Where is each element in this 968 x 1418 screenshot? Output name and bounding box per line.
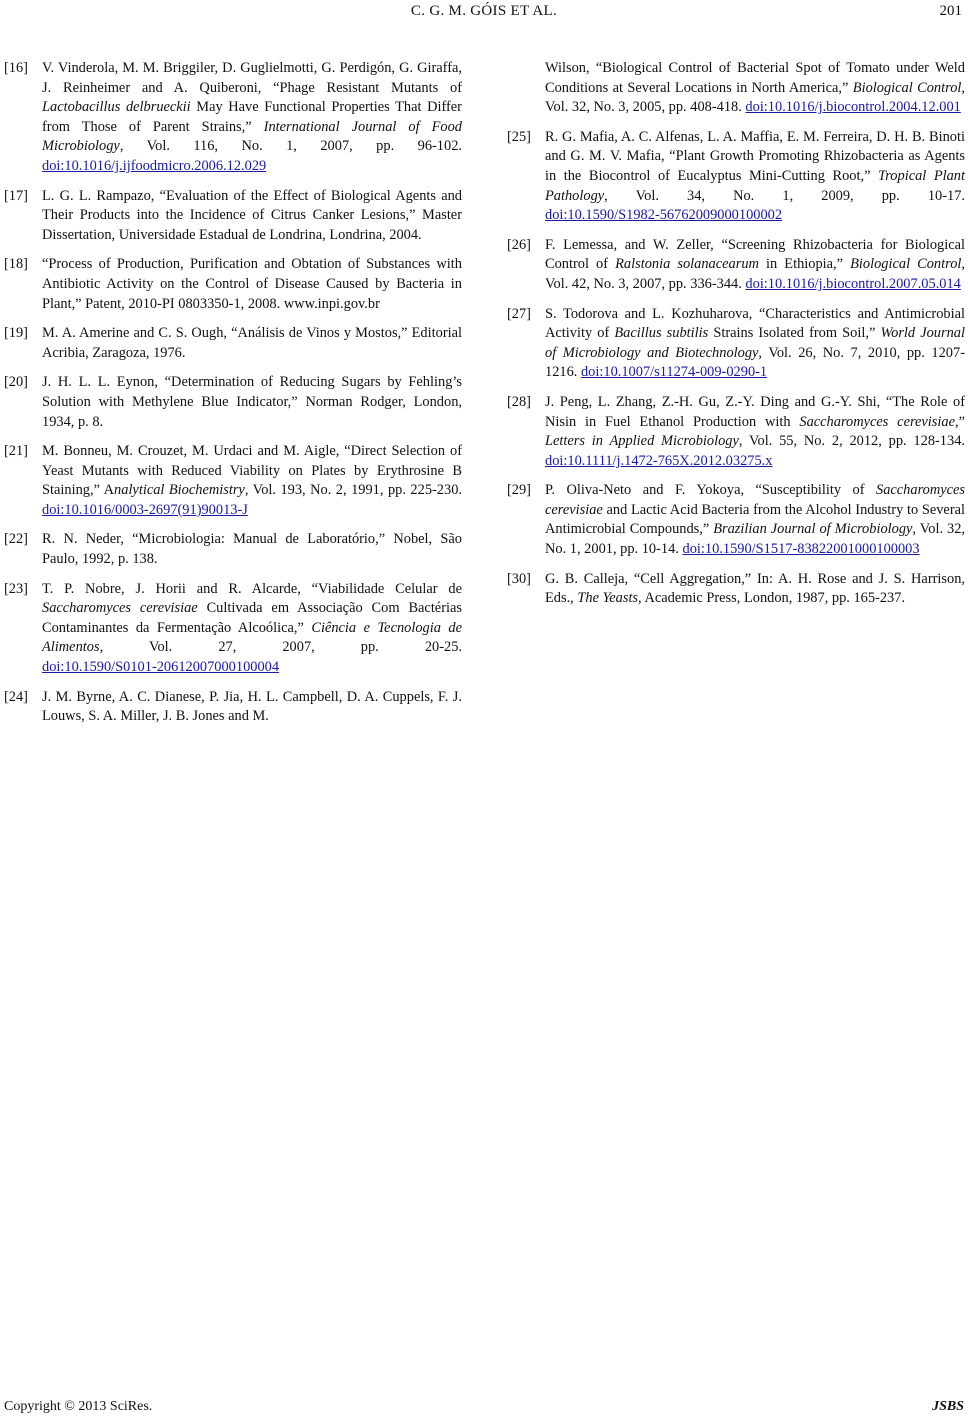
- reference-number: [30]: [507, 570, 531, 587]
- reference-number: [25]: [507, 128, 531, 145]
- reference-item: [4, 530, 462, 569]
- reference-number: [26]: [507, 236, 531, 253]
- reference-text: [42, 187, 462, 246]
- reference-item: [507, 305, 965, 383]
- reference-item: [507, 570, 965, 609]
- italic-title: The Yeasts: [577, 590, 639, 607]
- reference-segment: , Vol. 32, No. 1, 2001, pp. 10-14.: [545, 521, 965, 558]
- reference-segment: J. M. Byrne, A. C. Dianese, P. Jia, H. L. Campbell, D. A. Cuppels, F. J. Louws, S. A. Miller, J. B. Jones and M.: [42, 688, 462, 725]
- reference-text: [545, 570, 965, 609]
- reference-text: [42, 688, 462, 727]
- italic-title: Ciência e Tecnologia de Alimentos: [42, 619, 463, 656]
- reference-segment: G. B. Calleja, “Cell Aggregation,” In: A. H. Rose and J. S. Harrison, Eds.,: [545, 570, 965, 607]
- reference-number: [29]: [507, 482, 531, 499]
- reference-segment: , Vol. 32, No. 3, 2005, pp. 408-418.: [545, 79, 965, 116]
- reference-segment: “Process of Production, Purification and Obtation of Substances with Antibiotic Activity on the Control of Disease Caused by Bacteria in Plant,” Patent, 2010-PI 0803350-1, 2008. www.inpi.gov.br: [42, 256, 462, 312]
- doi-link[interactable]: doi:10.1016/j.biocontrol.2007.05.014: [745, 275, 961, 292]
- reference-number: [17]: [4, 187, 28, 204]
- page-number: 201: [939, 3, 962, 19]
- reference-segment: Wilson, “Biological Control of Bacterial Spot of Tomato under Weld Conditions at Several Locations in North America,”: [545, 60, 965, 96]
- reference-text: [42, 59, 462, 177]
- reference-segment: M. Bonneu, M. Crouzet, M. Urdaci and M. Aigle, “Direct Selection of Yeast Mutants with Reduced Viability on Plates by Erythrosine B Staining,” A: [42, 443, 462, 499]
- italic-title: International Journal of Food Microbiology: [42, 118, 462, 155]
- italic-title: Lactobacillus delbrueckii: [42, 99, 191, 116]
- reference-segment: Strains Isolated from Soil,”: [708, 325, 881, 342]
- reference-segment: P. Oliva-Neto and F. Yokoya, “Susceptibility of: [545, 482, 877, 499]
- reference-segment: J. Peng, L. Zhang, Z.-H. Gu, Z.-Y. Ding and G.-Y. Shi, “The Role of Nisin in Fuel Ethanol Production with: [545, 393, 965, 430]
- reference-text: [545, 305, 965, 383]
- reference-number: [28]: [507, 393, 531, 410]
- page-footer: [0, 1399, 968, 1417]
- doi-link[interactable]: doi:10.1111/j.1472-765X.2012.03275.x: [545, 452, 773, 469]
- reference-number: [19]: [4, 325, 28, 342]
- reference-segment: S. Todorova and L. Kozhuharova, “Characteristics and Antimicrobial Activity of: [545, 305, 965, 342]
- doi-link[interactable]: doi:10.1590/S0101-20612007000100004: [42, 659, 280, 676]
- reference-item: [507, 59, 965, 118]
- reference-number: [18]: [4, 256, 28, 273]
- reference-item: [507, 393, 965, 471]
- italic-title: Biological Control: [852, 79, 962, 96]
- reference-text: [545, 393, 965, 471]
- italic-title: Saccharomyces cerevisiae: [545, 482, 965, 518]
- reference-item: [4, 442, 462, 520]
- reference-text: [545, 481, 965, 559]
- italic-title: Saccharomyces cerevisiae: [799, 413, 955, 430]
- reference-item: [4, 187, 462, 246]
- reference-text: [545, 236, 965, 295]
- reference-text: [545, 128, 965, 226]
- reference-segment: V. Vinderola, M. M. Briggiler, D. Guglielmotti, G. Perdigón, G. Giraffa, J. Reinheimer and A. Quiberoni, “Phage Resistant Mutants of: [42, 60, 462, 96]
- reference-segment: R. N. Neder, “Microbiologia: Manual de Laboratório,” Nobel, São Paulo, 1992, p. 138.: [42, 531, 462, 568]
- italic-title: Tropical Plant Pathology: [545, 167, 965, 204]
- reference-segment: in Ethiopia,”: [758, 256, 851, 273]
- italic-title: Ralstonia solanacearum: [615, 256, 759, 273]
- reference-item: [4, 59, 462, 177]
- reference-segment: , Vol. 193, No. 2, 1991, pp. 225-230.: [244, 482, 462, 499]
- reference-number: [24]: [4, 688, 28, 705]
- italic-title: nalytical Biochemistry: [114, 482, 245, 499]
- reference-item: [4, 255, 462, 314]
- reference-segment: and Lactic Acid Bacteria from the Alcohol Industry to Several Antimicrobial Compounds,”: [545, 501, 965, 538]
- reference-text: [42, 324, 462, 363]
- doi-link[interactable]: doi:10.1016/j.biocontrol.2004.12.001: [745, 99, 961, 116]
- italic-title: Saccharomyces cerevisiae: [42, 600, 198, 617]
- reference-text: [42, 530, 462, 569]
- italic-title: Bacillus subtilis: [614, 325, 709, 342]
- reference-segment: L. G. L. Rampazo, “Evaluation of the Effect of Biological Agents and Their Products into the Incidence of Citrus Canker Lesions,” Master Dissertation, Universidade Estadual de Londrina, Londrina, 2004.: [42, 187, 462, 243]
- reference-segment: , Vol. 26, No. 7, 2010, pp. 1207-1216.: [545, 344, 965, 381]
- doi-link[interactable]: doi:10.1016/j.ijfoodmicro.2006.12.029: [42, 157, 267, 174]
- reference-text: [42, 580, 462, 678]
- reference-segment: , Vol. 27, 2007, pp. 20-25.: [99, 639, 462, 656]
- reference-item: [4, 688, 462, 727]
- reference-segment: M. A. Amerine and C. S. Ough, “Análisis de Vinos y Mostos,” Editorial Acribia, Zaragoza, 1976.: [42, 325, 462, 361]
- reference-text: [42, 373, 462, 432]
- reference-item: [507, 236, 965, 295]
- reference-item: [4, 324, 462, 363]
- reference-segment: ,”: [954, 413, 965, 430]
- reference-number: [20]: [4, 374, 28, 391]
- reference-segment: May Have Functional Properties That Differ from Those of Parent Strains,”: [42, 99, 462, 135]
- reference-segment: , Vol. 116, No. 1, 2007, pp. 96-102.: [119, 138, 462, 155]
- reference-segment: Cultivada em Associação Com Bactérias Contaminantes da Fermentação Alcoólica,”: [42, 600, 462, 636]
- reference-number: [27]: [507, 305, 531, 322]
- references-left-column: [4, 59, 462, 737]
- reference-text: [545, 59, 965, 118]
- doi-link[interactable]: doi:10.1016/0003-2697(91)90013-J: [42, 501, 248, 518]
- reference-text: [42, 442, 462, 520]
- reference-item: [4, 373, 462, 432]
- journal-abbreviation: JSBS: [932, 1399, 964, 1414]
- italic-title: World Journal of Microbiology and Biotechnology: [545, 325, 965, 361]
- doi-link[interactable]: doi:10.1007/s11274-009-0290-1: [580, 364, 768, 381]
- reference-item: [507, 481, 965, 559]
- reference-number: [21]: [4, 443, 28, 460]
- running-header: [0, 3, 968, 23]
- reference-number: [23]: [4, 580, 28, 597]
- reference-segment: , Vol. 55, No. 2, 2012, pp. 128-134.: [738, 433, 965, 450]
- reference-number: [22]: [4, 531, 28, 548]
- copyright-notice: Copyright © 2013 SciRes.: [4, 1399, 153, 1414]
- reference-item: [4, 580, 462, 678]
- reference-number: [16]: [4, 60, 28, 76]
- doi-link[interactable]: doi:10.1590/S1517-83822001000100003: [682, 541, 920, 558]
- reference-segment: , Academic Press, London, 1987, pp. 165-237.: [638, 590, 906, 607]
- reference-item: [507, 128, 965, 226]
- reference-segment: , Vol. 42, No. 3, 2007, pp. 336-344.: [545, 256, 965, 292]
- reference-segment: F. Lemessa, and W. Zeller, “Screening Rhizobacteria for Biological Control of: [545, 236, 965, 273]
- italic-title: Letters in Applied Microbiology: [545, 433, 739, 450]
- reference-segment: T. P. Nobre, J. Horii and R. Alcarde, “Viabilidade Celular de: [42, 580, 462, 597]
- references-right-column: [507, 59, 965, 619]
- running-title: C. G. M. GÓIS ET AL.: [410, 3, 558, 19]
- reference-text: [42, 255, 462, 314]
- reference-segment: J. H. L. L. Eynon, “Determination of Reducing Sugars by Fehling’s Solution with Methylene Blue Indicator,” Norman Rodger, London, 1934, p. 8.: [42, 374, 462, 430]
- reference-segment: R. G. Mafia, A. C. Alfenas, L. A. Maffia, E. M. Ferreira, D. H. B. Binoti and G. M. V. Mafia, “Plant Growth Promoting Rhizobacteria as Agents in the Biocontrol of Eucalyptus Mini-Cutting Root,”: [545, 128, 965, 184]
- italic-title: Biological Control: [850, 256, 962, 273]
- doi-link[interactable]: doi:10.1590/S1982-56762009000100002: [545, 207, 783, 224]
- italic-title: Brazilian Journal of Microbiology: [713, 521, 913, 538]
- reference-segment: , Vol. 34, No. 1, 2009, pp. 10-17.: [604, 187, 965, 204]
